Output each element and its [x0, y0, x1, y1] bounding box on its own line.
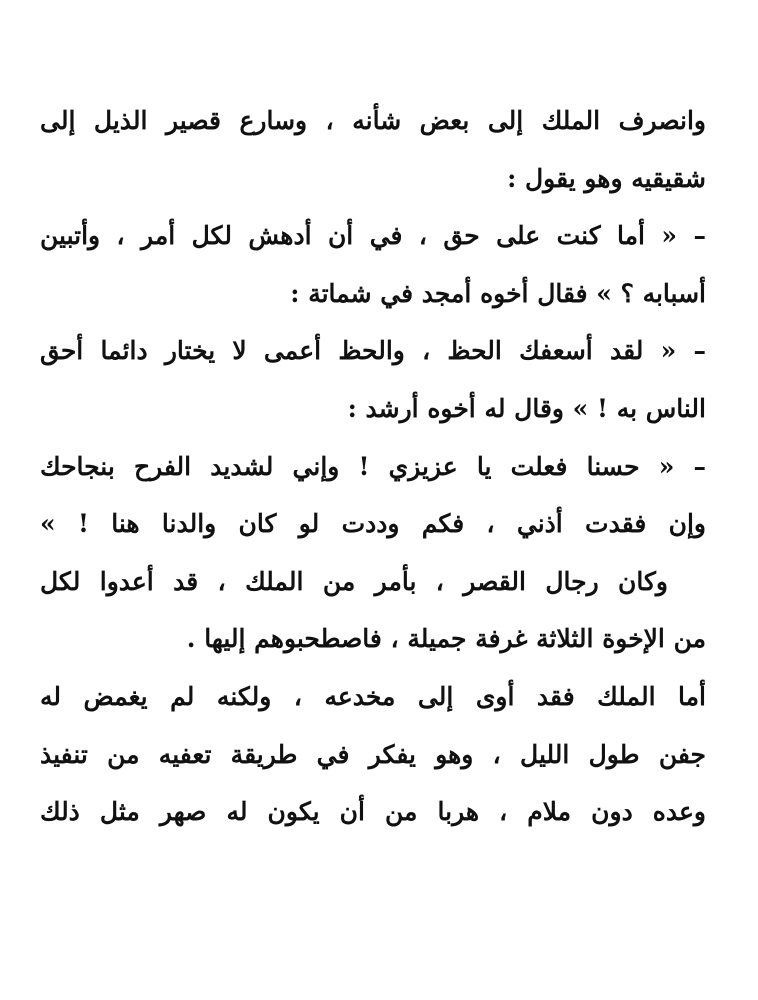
text-line-2: شقيقيه وهو يقول :	[507, 163, 706, 193]
text-line-3: – « أما كنت على حق ، في أن أدهش لكل أمر ، وأتبين	[40, 221, 706, 251]
text-line-9: وكان رجال القصر ، بأمر من الملك ، قد أعدوا لكل	[40, 566, 668, 596]
text-line-10: من الإخوة الثلاثة غرفة جميلة ، فاصطحبوهم إليها .	[186, 624, 706, 654]
text-line-13: وعده دون ملام ، هربا من أن يكون له صهر مثل ذلك	[40, 797, 706, 827]
text-line-6: الناس به ! » وقال له أخوه أرشد :	[347, 393, 706, 423]
text-line-1: وانصرف الملك إلى بعض شأنه ، وسارع قصير الذيل إلى	[40, 106, 706, 135]
text-line-7: – « حسنا فعلت يا عزيزي ! وإني لشديد الفرح بنجاحك	[40, 451, 706, 481]
text-line-12: جفن طول الليل ، وهو يفكر في طريقة تعفيه من تنفيذ	[40, 739, 706, 769]
text-line-11: أما الملك فقد أوى إلى مخدعه ، ولكنه لم يغمض له	[40, 681, 706, 711]
text-line-8: وإن فقدت أذني ، فكم وددت لو كان والدنا هنا ! »	[40, 509, 706, 539]
text-line-4: أسبابه ؟ » فقال أخوه أمجد في شماتة :	[290, 278, 706, 308]
text-line-5: – « لقد أسعفك الحظ ، والحظ أعمى لا يختار دائما أحق	[40, 336, 706, 366]
